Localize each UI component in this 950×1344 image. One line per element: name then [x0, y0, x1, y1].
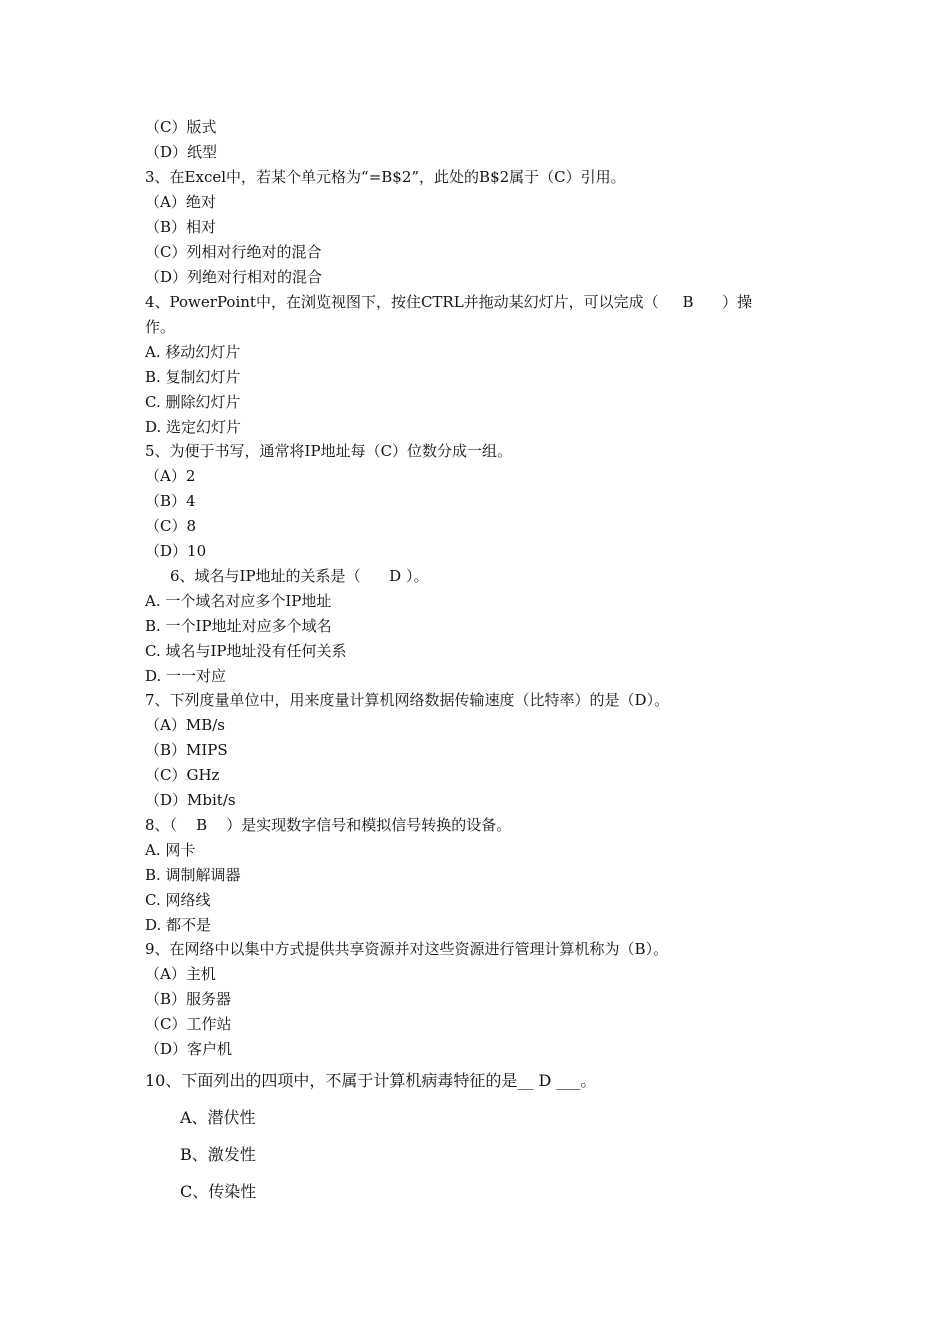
q7-option-a: （A）MB/s	[145, 716, 225, 734]
q8-option-d: D. 都不是	[145, 916, 212, 934]
q9-option-b: （B）服务器	[145, 990, 232, 1008]
q10-option-c: C、传染性	[180, 1182, 257, 1201]
question-4: 4、PowerPoint中，在浏览视图下，按住CTRL并拖动某幻灯片，可以完成（ B ）操	[145, 293, 753, 311]
q4-option-c: C. 删除幻灯片	[145, 393, 241, 411]
question-4-continued: 作。	[145, 318, 176, 336]
q6-option-b: B. 一个IP地址对应多个域名	[145, 617, 332, 635]
q4-option-b: B. 复制幻灯片	[145, 368, 241, 386]
q9-option-a: （A）主机	[145, 965, 216, 983]
q3-option-d: （D）列绝对行相对的混合	[145, 268, 323, 286]
q9-option-c: （C）工作站	[145, 1015, 232, 1033]
question-3: 3、在Excel中，若某个单元格为“=B$2”，此处的B$2属于（C）引用。	[145, 168, 626, 186]
q2-option-d: （D）纸型	[145, 143, 218, 161]
q3-option-c: （C）列相对行绝对的混合	[145, 243, 322, 261]
q10-option-b: B、激发性	[180, 1145, 256, 1164]
question-6: 6、域名与IP地址的关系是（ D ）。	[170, 567, 429, 585]
q9-option-d: （D）客户机	[145, 1040, 233, 1058]
q5-option-d: （D）10	[145, 542, 207, 560]
q8-option-c: C. 网络线	[145, 891, 211, 909]
question-10: 10、下面列出的四项中，不属于计算机病毒特征的是__ D ___。	[145, 1071, 597, 1090]
q3-option-a: （A）绝对	[145, 193, 216, 211]
q4-option-a: A. 移动幻灯片	[145, 343, 241, 361]
question-5: 5、为便于书写，通常将IP地址每（C）位数分成一组。	[145, 442, 513, 460]
q7-option-c: （C）GHz	[145, 766, 220, 784]
question-9: 9、在网络中以集中方式提供共享资源并对这些资源进行管理计算机称为（B）。	[145, 940, 669, 958]
question-8: 8、（ B ）是实现数字信号和模拟信号转换的设备。	[145, 816, 512, 834]
question-7: 7、下列度量单位中，用来度量计算机网络数据传输速度（比特率）的是（D）。	[145, 691, 670, 709]
q10-option-a: A、潜伏性	[180, 1108, 256, 1127]
q7-option-d: （D）Mbit/s	[145, 791, 236, 809]
q8-option-a: A. 网卡	[145, 841, 196, 859]
q6-option-c: C. 域名与IP地址没有任何关系	[145, 642, 347, 660]
q4-option-d: D. 选定幻灯片	[145, 418, 242, 436]
q5-option-b: （B）4	[145, 492, 196, 510]
q5-option-a: （A）2	[145, 467, 196, 485]
q2-option-c: （C）版式	[145, 118, 217, 136]
q7-option-b: （B）MIPS	[145, 741, 228, 759]
q8-option-b: B. 调制解调器	[145, 866, 241, 884]
q5-option-c: （C）8	[145, 517, 197, 535]
q6-option-d: D. 一一对应	[145, 667, 227, 685]
q6-option-a: A. 一个域名对应多个IP地址	[145, 592, 332, 610]
q3-option-b: （B）相对	[145, 218, 217, 236]
